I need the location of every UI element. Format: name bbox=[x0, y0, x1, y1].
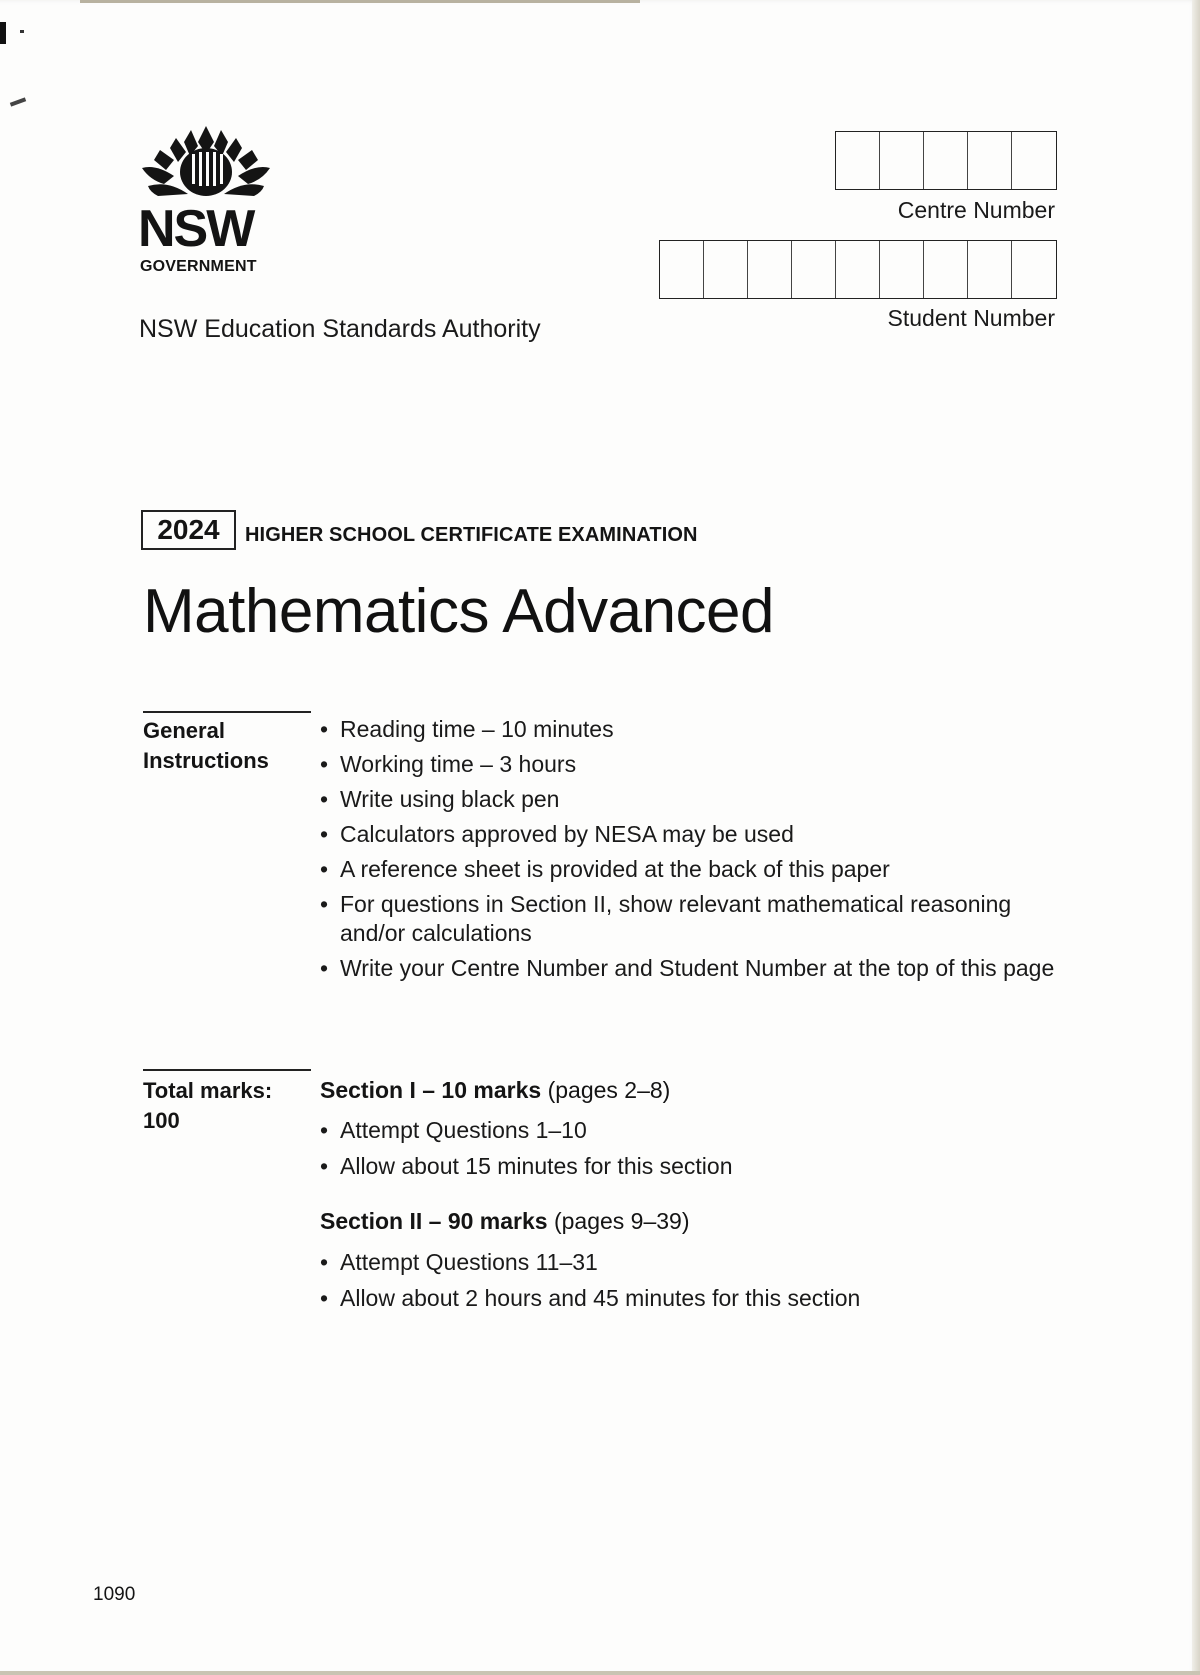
section-2-title: Section II – 90 marks bbox=[320, 1208, 548, 1234]
scan-edge-right bbox=[1192, 0, 1200, 1675]
scan-artifact bbox=[20, 30, 24, 33]
centre-number-cell[interactable] bbox=[836, 132, 880, 189]
student-number-cell[interactable] bbox=[792, 241, 836, 298]
list-item: • Working time – 3 hours bbox=[320, 750, 1060, 779]
general-label-line: General bbox=[143, 718, 225, 743]
list-item: • A reference sheet is provided at the back of this paper bbox=[320, 855, 1060, 884]
student-number-cell[interactable] bbox=[836, 241, 880, 298]
student-number-cell[interactable] bbox=[748, 241, 792, 298]
student-number-cell[interactable] bbox=[660, 241, 704, 298]
exam-year: 2024 bbox=[141, 510, 236, 550]
student-number-cell[interactable] bbox=[968, 241, 1012, 298]
centre-number-boxes[interactable] bbox=[835, 131, 1057, 190]
list-item: • Attempt Questions 11–31 bbox=[320, 1248, 1020, 1277]
centre-number-cell[interactable] bbox=[880, 132, 924, 189]
total-marks-text: Total marks: bbox=[143, 1078, 273, 1103]
total-marks-label bbox=[143, 1076, 272, 1136]
total-marks-value: 100 bbox=[143, 1108, 180, 1133]
centre-number-cell[interactable] bbox=[968, 132, 1012, 189]
paper-code: 1090 bbox=[93, 1584, 136, 1605]
exam-name: HIGHER SCHOOL CERTIFICATE EXAMINATION bbox=[245, 524, 698, 546]
waratah-icon bbox=[136, 124, 276, 200]
section-2-heading bbox=[320, 1207, 690, 1235]
section-1-pages: (pages 2–8) bbox=[547, 1077, 671, 1103]
list-item: • Attempt Questions 1–10 bbox=[320, 1116, 1020, 1145]
section-1-list bbox=[320, 1116, 1020, 1188]
scan-artifact bbox=[0, 22, 6, 44]
list-item: • Reading time – 10 minutes bbox=[320, 715, 1060, 744]
list-item: • For questions in Section II, show relevant mathematical reasoning and/or calculations bbox=[320, 890, 1060, 948]
scan-edge-bottom bbox=[0, 1671, 1200, 1675]
list-item: • Allow about 15 minutes for this section bbox=[320, 1152, 1020, 1181]
section-1-heading bbox=[320, 1076, 670, 1104]
centre-number-label: Centre Number bbox=[897, 197, 1055, 223]
list-item: • Calculators approved by NESA may be used bbox=[320, 820, 1060, 849]
student-number-boxes[interactable] bbox=[659, 240, 1057, 299]
logo-subtitle: GOVERNMENT bbox=[140, 258, 257, 275]
scan-artifact bbox=[10, 97, 26, 106]
student-number-label: Student Number bbox=[887, 305, 1055, 331]
general-instructions-list bbox=[320, 715, 1060, 989]
instructions-label-line: Instructions bbox=[143, 748, 269, 773]
scan-edge-top bbox=[80, 0, 640, 3]
list-item: • Allow about 2 hours and 45 minutes for this section bbox=[320, 1284, 1020, 1313]
divider bbox=[143, 1069, 311, 1071]
centre-number-cell[interactable] bbox=[924, 132, 968, 189]
student-number-cell[interactable] bbox=[924, 241, 968, 298]
list-item: • Write using black pen bbox=[320, 785, 1060, 814]
centre-number-cell[interactable] bbox=[1012, 132, 1056, 189]
student-number-cell[interactable] bbox=[1012, 241, 1056, 298]
list-item: • Write your Centre Number and Student Number at the top of this page bbox=[320, 954, 1060, 983]
section-1-title: Section I – 10 marks bbox=[320, 1077, 542, 1103]
nsw-government-logo bbox=[136, 124, 276, 284]
section-2-list bbox=[320, 1248, 1020, 1320]
subject-title: Mathematics Advanced bbox=[143, 577, 775, 646]
student-number-cell[interactable] bbox=[880, 241, 924, 298]
divider bbox=[143, 711, 311, 713]
general-instructions-label bbox=[143, 716, 269, 776]
authority-name: NSW Education Standards Authority bbox=[139, 315, 541, 343]
logo-wordmark: NSW bbox=[138, 200, 254, 258]
student-number-cell[interactable] bbox=[704, 241, 748, 298]
section-2-pages: (pages 9–39) bbox=[553, 1208, 690, 1234]
